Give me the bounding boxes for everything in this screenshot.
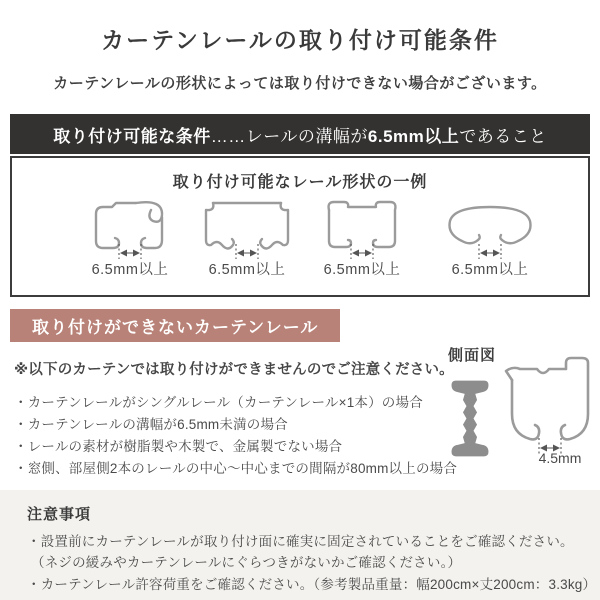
page-subtitle: カーテンレールの形状によっては取り付けできない場合がございます。 [53, 75, 547, 92]
rail-shape-3-icon [302, 196, 422, 260]
rail-dimension-label: 6.5mm以上 [208, 262, 286, 278]
rail-example-1 [70, 196, 190, 279]
side-view-solid-rail-icon [448, 372, 492, 472]
condition-banner-label: 取り付け可能な条件 [53, 126, 211, 146]
condition-banner [10, 114, 590, 154]
incompatible-bullet-2: ・カーテンレールの溝幅が6.5mm未満の場合 [14, 417, 288, 432]
rail-example-4 [430, 196, 550, 279]
side-view-dimension-label: 4.5mm [538, 450, 582, 466]
side-view-outline-rail-icon [502, 356, 594, 464]
incompatible-banner [10, 309, 340, 342]
caution-line-2: （ネジの緩みやカーテンレールにぐらつきがないかご確認ください。） [31, 555, 462, 570]
incompatible-bullet-4: ・窓側、部屋側2本のレールの中心～中心までの間隔が80mm以上の場合 [14, 461, 458, 476]
condition-banner-suffix: であること [459, 126, 547, 146]
rail-example-3 [302, 196, 422, 279]
rail-shape-4-icon [430, 196, 550, 260]
caution-heading: 注意事項 [27, 506, 92, 523]
incompatible-bullet-3: ・レールの素材が樹脂製や木製で、金属製でない場合 [14, 439, 343, 454]
rail-shape-2-icon [187, 196, 307, 260]
condition-banner-connector: ……レールの溝幅が [210, 126, 368, 146]
caution-line-1: ・設置前にカーテンレールが取り付け面に確実に固定されていることをご確認ください。 [27, 534, 574, 549]
page-title: カーテンレールの取り付け可能条件 [101, 27, 499, 53]
incompatible-note: ※以下のカーテンでは取り付けができませんのでご注意ください。 [14, 362, 454, 378]
rail-dimension-label: 6.5mm以上 [323, 262, 401, 278]
rail-dimension-label: 6.5mm以上 [451, 262, 529, 278]
condition-banner-highlight: 6.5mm以上 [367, 126, 460, 146]
incompatible-bullet-1: ・カーテンレールがシングルレール（カーテンレール×1本）の場合 [14, 395, 423, 410]
rail-dimension-label: 6.5mm以上 [91, 262, 169, 278]
rail-examples-heading: 取り付け可能なレール形状の一例 [172, 174, 428, 191]
rail-shape-1-icon [70, 196, 190, 260]
incompatible-banner-label: 取り付けができないカーテンレール [32, 318, 319, 337]
side-view-label: 側面図 [448, 347, 497, 364]
caution-line-3: ・カーテンレール許容荷重をご確認ください。（参考製品重量：幅200cm×丈200cm：3.3kg） [27, 577, 597, 592]
rail-example-2 [187, 196, 307, 279]
